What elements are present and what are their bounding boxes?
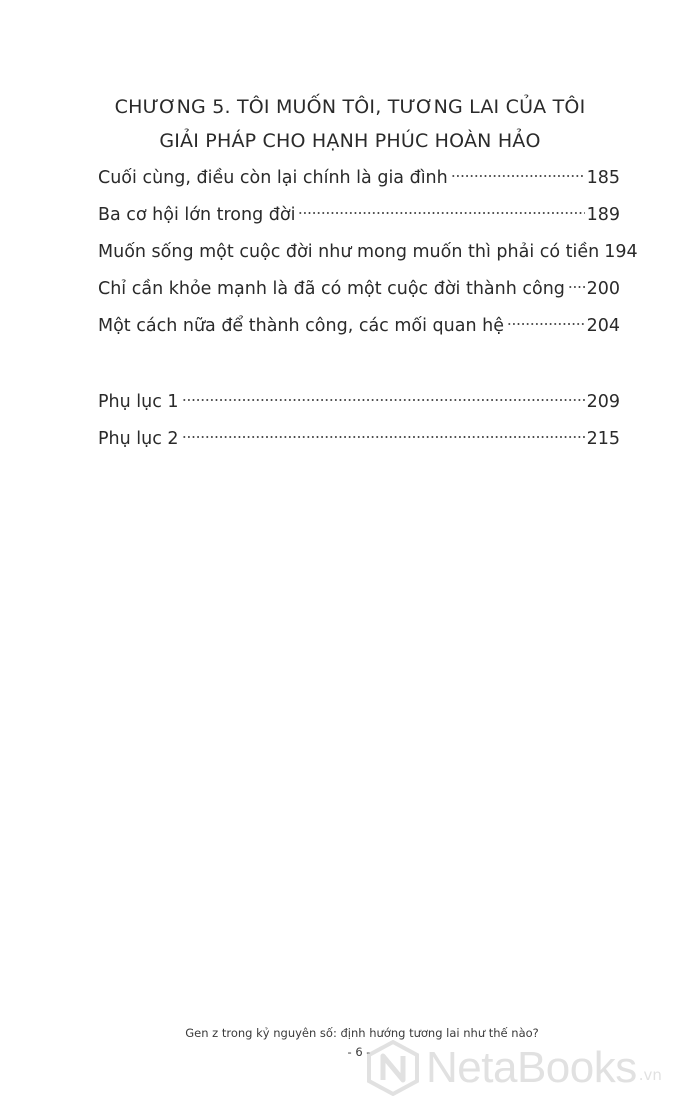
dot-leader (451, 173, 585, 179)
dot-leader (298, 210, 584, 216)
watermark (366, 1028, 696, 1108)
toc-entry-page: 194 (604, 242, 638, 262)
toc-entry-page: 185 (586, 168, 620, 188)
chapter-title-line-1: CHƯƠNG 5. TÔI MUỐN TÔI, TƯƠNG LAI CỦA TÔI (114, 96, 586, 118)
toc-entry-page: 215 (586, 429, 620, 449)
toc-entry[interactable] (98, 205, 620, 242)
toc-entry-title: Một cách nữa để thành công, các mối quan hệ (98, 316, 504, 336)
toc-entry[interactable] (98, 242, 638, 279)
dot-leader (182, 397, 585, 403)
toc-entry-title: Ba cơ hội lớn trong đời (98, 205, 296, 225)
toc-entry[interactable] (98, 316, 620, 353)
toc-entry[interactable] (98, 168, 620, 205)
toc-entry-title: Chỉ cần khỏe mạnh là đã có một cuộc đời thành công (98, 279, 565, 299)
dot-leader (568, 284, 585, 290)
toc-entry-title: Phụ lục 2 (98, 429, 179, 449)
chapter-title-line-2: GIẢI PHÁP CHO HẠNH PHÚC HOÀN HẢO (159, 130, 541, 152)
toc-entry-page: 189 (586, 205, 620, 225)
netabooks-logo-icon (366, 1040, 420, 1096)
table-of-contents (98, 168, 638, 353)
watermark-suffix: .vn (638, 1066, 662, 1084)
running-footer-title: Gen z trong kỷ nguyên số: định hướng tương lai như thế nào? (185, 1026, 539, 1040)
toc-entry-appendix[interactable] (98, 392, 620, 429)
toc-entry-page: 200 (586, 279, 620, 299)
chapter-heading (0, 90, 700, 158)
dot-leader (507, 321, 585, 327)
toc-entry-title: Phụ lục 1 (98, 392, 179, 412)
watermark-text: NetaBooks (426, 1043, 637, 1092)
toc-entry-title: Muốn sống một cuộc đời như mong muốn thì phải có tiền (98, 242, 600, 262)
page-number: - 6 - (347, 1045, 371, 1059)
toc-entry-appendix[interactable] (98, 429, 620, 466)
dot-leader (182, 434, 585, 440)
toc-entry[interactable] (98, 279, 620, 316)
toc-entry-page: 209 (586, 392, 620, 412)
toc-entry-page: 204 (586, 316, 620, 336)
toc-entry-title: Cuối cùng, điều còn lại chính là gia đình (98, 168, 448, 188)
appendix-list (98, 392, 620, 466)
